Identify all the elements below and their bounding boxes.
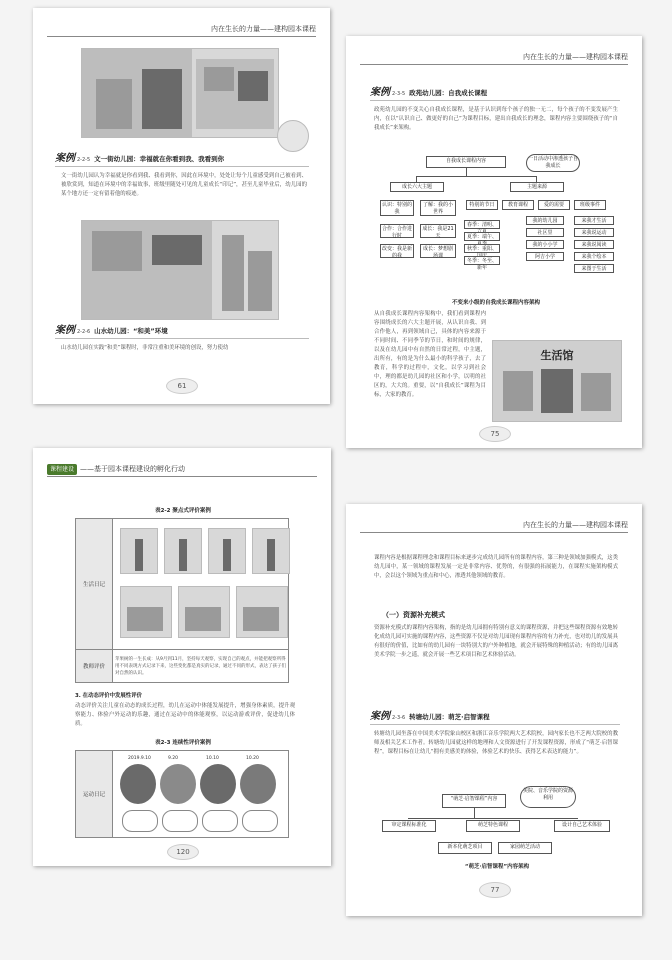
- paragraph: 转塘幼儿园坐落在中国美术学院象山校区和浙江音乐学院两大艺术院校，园内家长也不乏两大院校的教师及相关艺术工作者。转塘幼儿园就这样的地理和人文资源进行了开发课程资源，形成了“萌芝·启智课程”，课程目标在让幼儿“拥有美感美的体验，体验艺术的快乐、获得艺术表达的能力”。: [374, 731, 618, 755]
- diagram-level3: 阿吉小学: [526, 252, 564, 261]
- page-120: [33, 448, 331, 866]
- progress-photos: [114, 752, 287, 836]
- diagram-level4: 来我说阅读: [574, 240, 614, 249]
- oval-photo: [160, 764, 196, 804]
- page-number: 61: [166, 378, 198, 394]
- header-badge: 课程建设: [47, 464, 77, 475]
- header-title: 内在生长的力量——建构园本课程: [211, 25, 316, 33]
- section-title: （一）资源补充模式: [382, 611, 445, 619]
- diagram-level2: 了解：我的小世界: [420, 200, 456, 216]
- activity-photo: [120, 586, 172, 638]
- diagram-root: 自我成长课程内容: [426, 156, 506, 168]
- activity-photo: [236, 586, 288, 638]
- evaluation-table: [75, 518, 289, 683]
- paragraph: 课程内容是根据课程理念和课程目标来逐步完成幼儿园所有的课程内容，第三种是领域加强模式，这类幼儿园中，某一领域的课程发展一定是非常内容、优势的，有很强的拓展能力，在课程实施架构模式中，会以这个领域为重点和中心，渗透其他领域的教育。: [374, 555, 618, 579]
- diagram-level3: 合作：合作进行时: [382, 226, 413, 239]
- diagram-level2: 认识：特别的我: [382, 202, 413, 215]
- poster-photo: [492, 340, 622, 422]
- page-61: [33, 8, 330, 404]
- paragraph: 从自我成长课程内容架构中，我们看到课程内容围绕成长的六大主题开展，从认识自我、到合作他人，再到领域自己，具体的内容来源于不同时间、不同季节的节日，和时间的规律，以及在幼儿园中有自然的日常过程，中主题，出所有，有的是为什么最小的科学孩子，去了教育，科学的过程中，文化，以学习到社会中，理的都是幼儿园的社区和小学，以明的社区的，大大的。重要，以“自我成长”课程为目标，大家的教育。: [374, 311, 486, 398]
- diagram-caption: “萌芝·启智课程”内容架构: [464, 864, 530, 870]
- case-heading: 案例 2-3-5 政苑幼儿园：自我成长课程: [370, 86, 620, 101]
- thought-cloud: [202, 810, 238, 832]
- paragraph: 文一街幼儿园认为幸福就是你看到我、我看到你，因此在环境中，处处让每个儿童感受到自己被看到、被欣赏到，知道在环境中的幸福故事，班级里随处可见的儿童成长“印记”，甚至儿童毕业后，幼儿园的某个地方还一定有留着他的痕迹。: [61, 173, 307, 197]
- cartoon-mascot: [277, 120, 309, 152]
- diagram-level3: 社区里: [526, 228, 564, 237]
- diagram-box: 家园萌芝活动: [498, 842, 552, 854]
- diagram-level3: 秋季：重阳、: [464, 244, 500, 253]
- page-77: [346, 504, 642, 916]
- diagram-box: 设计自己艺术体验: [554, 820, 610, 832]
- tree-photo: [120, 528, 158, 574]
- page-number: 77: [479, 882, 511, 898]
- poster-title: 生活馆: [540, 349, 574, 362]
- diagram-level1: 主题来源: [510, 182, 564, 192]
- section-title: 3. 在动态评价中发展性评价: [75, 693, 142, 699]
- diagram-level2: 班级事件: [574, 200, 606, 210]
- date-label: 9.20: [168, 756, 179, 761]
- diagram-root: “萌芝·启智课程”内容: [442, 794, 506, 808]
- thought-cloud: [242, 810, 278, 832]
- diagram-level3: 成长：我是21天: [420, 224, 456, 238]
- page-header: [360, 50, 628, 65]
- row-label: 生活日记: [76, 519, 113, 650]
- diagram-level3: 我的小小学: [526, 240, 564, 249]
- diagram-level3: 我的幼儿园: [526, 216, 564, 225]
- curriculum-diagram: [376, 154, 616, 304]
- diagram-level4: 来我个绘本: [574, 252, 614, 261]
- diagram-caption: 不变来小级的自我成长课程内容架构: [451, 300, 540, 306]
- diagram-level3: 春季：清明、: [464, 220, 500, 229]
- thought-cloud: [122, 810, 158, 832]
- page-header: [47, 462, 317, 477]
- page-header: [360, 518, 628, 533]
- classroom-photo: [81, 48, 279, 138]
- case-heading: 案例 2-2-5 文一街幼儿园：幸福就在你看到我、我看到你: [55, 152, 309, 167]
- case-heading: 案例 2-3-6 转塘幼儿园：萌芝·启智课程: [370, 710, 620, 725]
- header-title: ——基于园本课程建设的孵化行动: [80, 465, 186, 473]
- diagram-box: 审定课程标准化: [382, 820, 436, 832]
- curriculum-diagram: [382, 786, 612, 860]
- diagram-level4: 来我说运动: [574, 228, 614, 237]
- diagram-level2: 爱的需要: [538, 200, 570, 210]
- diagram-cloud: 美院、音乐学院的资源利用: [520, 786, 576, 808]
- diagram-box: 萌芝特色课程: [466, 820, 520, 832]
- diagram-level4: 来图于生活: [574, 264, 614, 273]
- page-number: 120: [167, 844, 199, 860]
- thought-cloud: [162, 810, 198, 832]
- diagram-level4: 来我才生活: [574, 216, 614, 225]
- continuity-table: [75, 750, 289, 838]
- page-75: [346, 36, 642, 448]
- diagram-level1: 成长六大主题: [390, 182, 444, 192]
- tree-photo: [252, 528, 290, 574]
- page-number: 75: [479, 426, 511, 442]
- diagram-level3: 改变：我是新的我: [382, 246, 413, 259]
- diagram-level2: 特别的节日: [466, 200, 498, 210]
- date-label: 2019.9.10: [128, 756, 151, 761]
- row-label: 运动日记: [76, 751, 113, 838]
- tree-photo: [164, 528, 202, 574]
- tree-photo: [208, 528, 246, 574]
- row-label: 教师评价: [76, 650, 113, 683]
- diagram-box: 新本化萌芝项目: [438, 842, 492, 854]
- teacher-evaluation: 苹果树的一生长成：从9月到11月，坚持每天观察，实现自己的观点，并能把观察所得用不同表现方式记录下来，这些变化都是真实的记录，通过不同的形式，表达了孩子们对自然的认识。: [113, 650, 289, 683]
- oval-photo: [200, 764, 236, 804]
- hallway-photo: [81, 220, 279, 320]
- diagram-level3: 夏季：端午、: [464, 232, 500, 241]
- page-header: [47, 22, 316, 37]
- table-caption: 表2-3 连续性评价案例: [155, 740, 211, 746]
- photo-grid: [114, 520, 287, 648]
- diagram-cloud: 一日活动中渗透孩子自我成长: [526, 154, 580, 172]
- oval-photo: [120, 764, 156, 804]
- header-title: 内在生长的力量——建构园本课程: [523, 53, 628, 61]
- date-label: 10.20: [246, 756, 259, 761]
- paragraph: 山水幼儿园在实践“和美”课程时，非常注重和美环境的创设，努力使幼: [61, 345, 229, 351]
- paragraph: 政苑幼儿园的不变关心自我成长课程，是基于认识到每个孩子的独一无二，每个孩子的不变发展产生内，在以“认识自己、做更好的自己”为课程目标，建出自我成长的理念，课程内容主要围绕孩子的“自我成长”来架构。: [374, 107, 618, 131]
- diagram-level3: 冬季：冬至、新年: [464, 256, 500, 265]
- diagram-level2: 教育课程: [502, 200, 534, 210]
- table-caption: 表2-2 聚点式评价案例: [155, 508, 211, 514]
- case-heading: 案例 2-2-6 山水幼儿园：“和美”环境: [55, 324, 309, 339]
- diagram-level3: 成长：梦想剧场课: [420, 244, 456, 258]
- paragraph: 动态评价关注儿童在动态的成长过程，幼儿在运动中体能发展提升，增强身体素质，提升观察能力、体验户外运动的乐趣，通过在运动中的体能观察，以运动游戏评价，促进幼儿体质。: [75, 703, 295, 727]
- header-title: 内在生长的力量——建构园本课程: [523, 521, 628, 529]
- date-label: 10.10: [206, 756, 219, 761]
- paragraph: 资源补充模式的课程内容架构，指的是幼儿园拥有特别有意义的课程资源，并把这些课程资源有效地转化成幼儿园可实施的课程内容，这些资源不仅是对幼儿园现有课程内容的有力补充，也对幼儿的发展具有很好的价值，比如有的幼儿园有一块特别大的户外种植地，就会开展特殊的种植活动；有的幼儿园离美术学院一步之遥，就会开展一些艺术项目和艺术体验活动。: [374, 625, 618, 658]
- oval-photo: [240, 764, 276, 804]
- activity-photo: [178, 586, 230, 638]
